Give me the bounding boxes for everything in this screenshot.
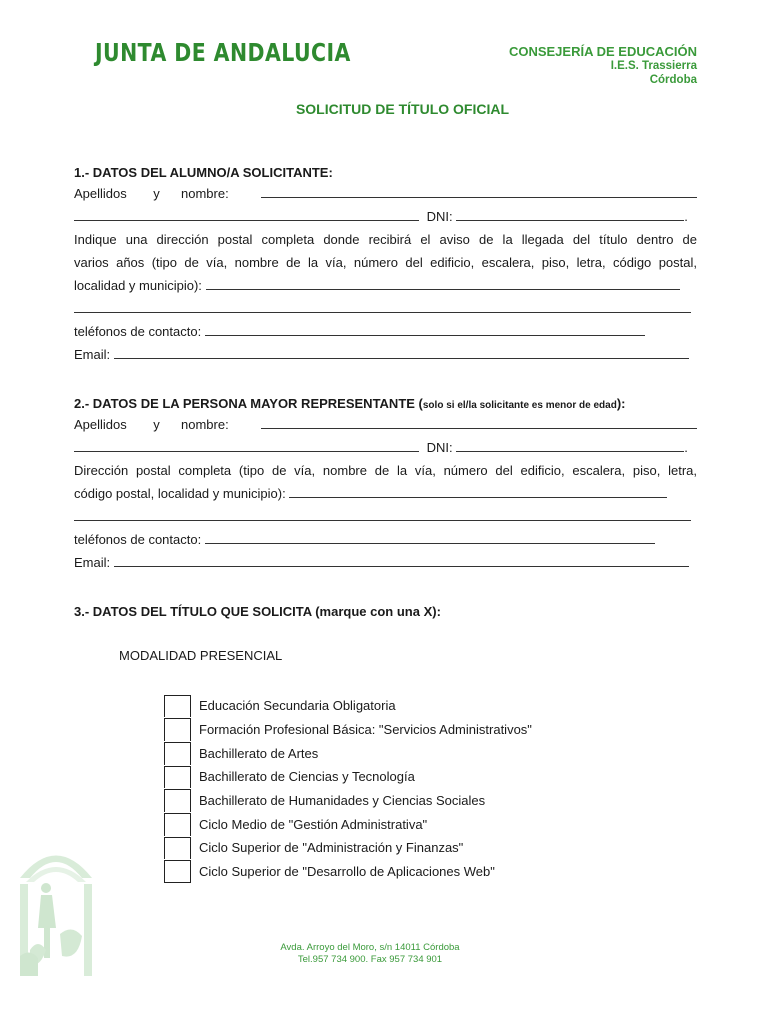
rep-address-instructions: Dirección postal completa (tipo de vía, nombre de la vía, número del edificio, escalera, piso, letra, bbox=[74, 463, 697, 478]
consejeria-block bbox=[509, 44, 697, 87]
junta-andalucia-logo: JUNTA DE ANDALUCIA bbox=[95, 38, 351, 67]
email-field[interactable] bbox=[114, 344, 689, 359]
address-line: localidad y municipio): bbox=[74, 274, 697, 297]
footer bbox=[0, 942, 740, 966]
document-title: SOLICITUD DE TÍTULO OFICIAL bbox=[295, 101, 510, 117]
section-3-heading: 3.- DATOS DEL TÍTULO QUE SOLICITA (marque con una X): bbox=[74, 604, 441, 619]
address-field[interactable] bbox=[206, 275, 680, 290]
option-checkbox[interactable] bbox=[164, 742, 191, 765]
option-checkbox[interactable] bbox=[164, 837, 191, 860]
rep-email-line: Email: bbox=[74, 551, 697, 574]
rep-address-field[interactable] bbox=[289, 483, 667, 498]
address-instructions-1: Indique una dirección postal completa donde recibirá el aviso de la llegada del título dentro de bbox=[74, 232, 697, 247]
option-checkbox[interactable] bbox=[164, 860, 191, 883]
dni-field[interactable] bbox=[456, 206, 684, 221]
name-field-cont[interactable] bbox=[74, 206, 419, 221]
rep-name-field[interactable] bbox=[261, 414, 697, 429]
rep-name-field-cont[interactable] bbox=[74, 437, 419, 452]
section-student bbox=[74, 164, 697, 366]
option-row: Ciclo Superior de "Desarrollo de Aplicaciones Web" bbox=[164, 860, 532, 884]
dni-line: DNI: . bbox=[74, 205, 697, 228]
option-checkbox[interactable] bbox=[164, 695, 191, 718]
rep-dni-line: DNI: . bbox=[74, 436, 697, 459]
school-city: Córdoba bbox=[649, 74, 697, 86]
section-representative bbox=[74, 395, 697, 574]
option-row: Educación Secundaria Obligatoria bbox=[164, 694, 532, 718]
address-line-2 bbox=[74, 297, 697, 320]
name-line: Apellidos y nombre: bbox=[74, 182, 697, 205]
section-1-heading: 1.- DATOS DEL ALUMNO/A SOLICITANTE: bbox=[74, 165, 333, 180]
rep-phone-line: teléfonos de contacto: bbox=[74, 528, 697, 551]
option-checkbox[interactable] bbox=[164, 718, 191, 741]
phone-line: teléfonos de contacto: bbox=[74, 320, 697, 343]
rep-name-line: Apellidos y nombre: bbox=[74, 413, 697, 436]
email-line: Email: bbox=[74, 343, 697, 366]
rep-phone-field[interactable] bbox=[205, 529, 655, 544]
option-row: Formación Profesional Básica: "Servicios Administrativos" bbox=[164, 718, 532, 742]
rep-address-line: código postal, localidad y municipio): bbox=[74, 482, 697, 505]
section-title-request bbox=[74, 603, 697, 621]
rep-address-line-2 bbox=[74, 505, 697, 528]
rep-email-field[interactable] bbox=[114, 552, 689, 567]
option-checkbox[interactable] bbox=[164, 789, 191, 812]
modality-label: MODALIDAD PRESENCIAL bbox=[119, 648, 283, 663]
consejeria-name: CONSEJERÍA DE EDUCACIÓN bbox=[508, 44, 697, 59]
phone-field[interactable] bbox=[205, 321, 645, 336]
section-2-heading: 2.- DATOS DE LA PERSONA MAYOR REPRESENTANTE (solo si el/la solicitante es menor de edad): bbox=[74, 396, 626, 411]
footer-phones: Tel.957 734 900. Fax 957 734 901 bbox=[297, 954, 443, 965]
option-row: Ciclo Superior de "Administración y Finanzas" bbox=[164, 836, 532, 860]
option-row: Bachillerato de Ciencias y Tecnología bbox=[164, 765, 532, 789]
address-field-cont[interactable] bbox=[74, 298, 691, 313]
footer-address: Avda. Arroyo del Moro, s/n 14011 Córdoba bbox=[280, 942, 460, 953]
rep-address-field-cont[interactable] bbox=[74, 506, 691, 521]
option-row: Bachillerato de Artes bbox=[164, 741, 532, 765]
address-instructions-2: varios años (tipo de vía, nombre de la vía, número del edificio, escalera, piso, letra, código postal, bbox=[74, 255, 697, 270]
option-checkbox[interactable] bbox=[164, 766, 191, 789]
school-name: I.E.S. Trassierra bbox=[610, 60, 697, 72]
name-field[interactable] bbox=[261, 183, 697, 198]
title-options bbox=[164, 694, 532, 884]
option-row: Bachillerato de Humanidades y Ciencias Sociales bbox=[164, 789, 532, 813]
option-row: Ciclo Medio de "Gestión Administrativa" bbox=[164, 812, 532, 836]
option-checkbox[interactable] bbox=[164, 813, 191, 836]
rep-dni-field[interactable] bbox=[456, 437, 684, 452]
